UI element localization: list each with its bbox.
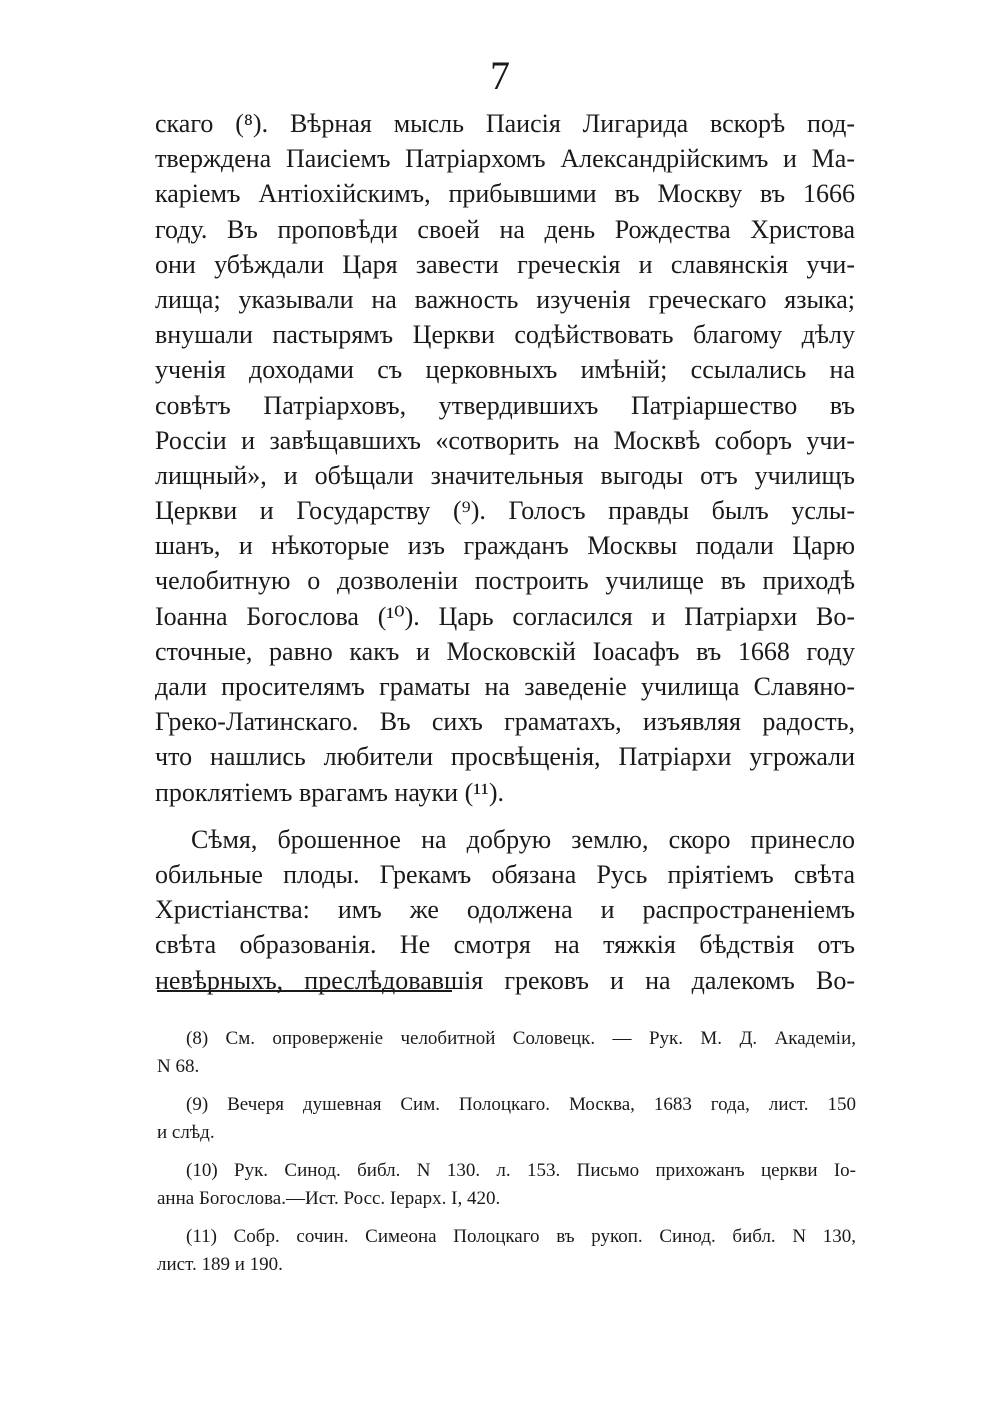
page-number: 7	[490, 53, 510, 98]
footnote-line: (8) См. опроверженіе челобитной Соловецк. — Рук. М. Д. Академіи,	[186, 1028, 856, 1049]
text-line: скаго (⁸). Вѣрная мысль Паисія Лигарида вскорѣ под-	[155, 109, 855, 138]
paragraph-2	[155, 822, 855, 998]
text-line: свѣта образованія. Не смотря на тяжкія бѣдствія отъ	[155, 930, 855, 960]
footnote-line: (11) Собр. сочин. Симеона Полоцкаго въ рукоп. Синод. библ. N 130,	[186, 1226, 856, 1247]
text-line: Іоанна Богослова (¹⁰). Царь согласился и Патріархи Во-	[155, 601, 855, 631]
text-line: обильные плоды. Грекамъ обязана Русь пріятіемъ свѣта	[155, 859, 855, 889]
text-line: невѣрныхъ, преслѣдовавшія грековъ и на далекомъ Во-	[155, 965, 855, 995]
text-line: лища; указывали на важность изученія греческаго языка;	[155, 284, 855, 314]
text-line: они убѣждали Царя завести греческія и славянскія учи-	[155, 249, 855, 279]
footnote-line: анна Богослова.—Ист. Росс. Іерарх. I, 420.	[157, 1188, 501, 1209]
footnote-line: лист. 189 и 190.	[157, 1254, 283, 1275]
text-line: Сѣмя, брошенное на добрую землю, скоро принесло	[191, 824, 855, 854]
footnote-10	[157, 1157, 856, 1213]
text-line: году. Въ проповѣди своей на день Рождества Христова	[155, 214, 855, 244]
footnote-11	[157, 1223, 856, 1279]
text-line: ученія доходами съ церковныхъ имѣній; ссылались на	[155, 355, 855, 385]
footnote-divider	[157, 990, 452, 992]
text-line: Греко-Латинскаго. Въ сихъ граматахъ, изъявляя радость,	[155, 707, 855, 737]
footnotes	[157, 1025, 856, 1289]
text-line: Россіи и завѣщавшихъ «сотворить на Москвѣ соборъ учи-	[155, 425, 855, 455]
footnote-8	[157, 1025, 856, 1081]
text-line: дали просителямъ граматы на заведеніе училища Славяно-	[155, 672, 855, 701]
footnote-line: (9) Вечеря душевная Сим. Полоцкаго. Москва, 1683 года, лист. 150	[186, 1094, 856, 1115]
footnote-line: N 68.	[157, 1056, 200, 1077]
footnote-line: и слѣд.	[157, 1122, 215, 1143]
text-line: каріемъ Антіохійскимъ, прибывшими въ Москву въ 1666	[155, 179, 855, 209]
footnote-line: (10) Рук. Синод. библ. N 130. л. 153. Письмо прихожанъ церкви Іо-	[186, 1160, 856, 1181]
text-line: шанъ, и нѣкоторые изъ гражданъ Москвы подали Царю	[155, 531, 855, 561]
text-line: Церкви и Государству (⁹). Голосъ правды былъ услы-	[155, 496, 855, 526]
text-line: что нашлись любители просвѣщенія, Патріархи угрожали	[155, 742, 855, 772]
text-line: тверждена Паисіемъ Патріархомъ Александрійскимъ и Ма-	[155, 144, 855, 174]
text-line: лищный», и обѣщали значительныя выгоды отъ училищъ	[155, 460, 855, 490]
text-line: челобитную о дозволеніи построить училище въ приходѣ	[155, 566, 855, 596]
text-line: Христіанства: имъ же одолжена и распространеніемъ	[155, 895, 855, 925]
paragraph-1	[155, 106, 855, 810]
text-line: внушали пастырямъ Церкви содѣйствовать благому дѣлу	[155, 320, 855, 350]
text-line: совѣтъ Патріарховъ, утвердившихъ Патріаршество въ	[155, 390, 855, 420]
footnote-9	[157, 1091, 856, 1147]
text-line: проклятіемъ врагамъ науки (¹¹).	[155, 777, 505, 807]
text-line: сточные, равно какъ и Московскій Іоасафъ въ 1668 году	[155, 636, 855, 666]
main-text	[155, 106, 855, 998]
